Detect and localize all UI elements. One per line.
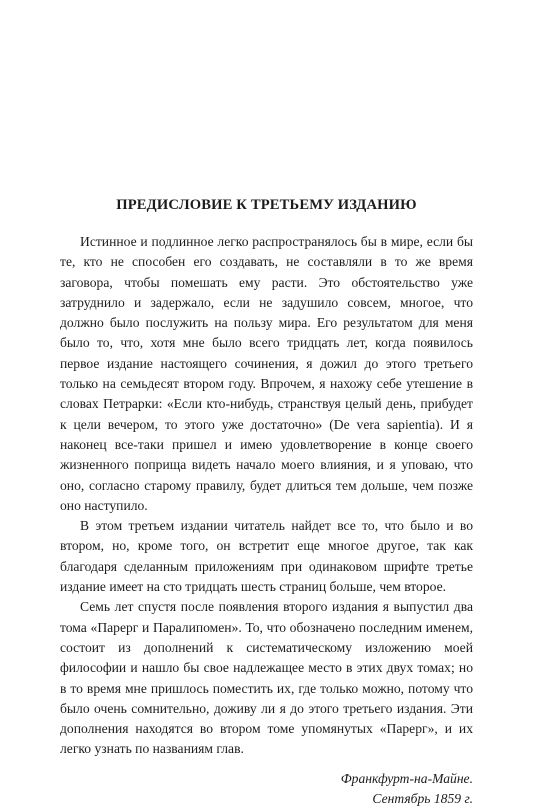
document-page bbox=[60, 196, 473, 809]
section-heading: ПРЕДИСЛОВИЕ К ТРЕТЬЕМУ ИЗДАНИЮ bbox=[116, 197, 417, 213]
signature-place: Франкфурт-на-Майне. bbox=[340, 770, 473, 786]
paragraph-1: Истинное и подлинное легко распространялось бы в мире, если бы те, кто не способен его создавать, не составляли в то же время заговора, чтобы помешать ему расти. Это обстоятельство уже затруднило и задержало, если не задушило совсем, многое, что должно было послужить на пользу мира. Его результатом для меня было то, что, хотя мне было всего тридцать лет, когда появилось первое издание настоящего сочинения, я дожил до этого третьего только на семьдесят втором году. Впрочем, я нахожу себе утешение в словах Петрарки: «Если кто-нибудь, странствуя целый день, прибудет к цели вечером, то этого уже достаточно» (De vera sapientia). И я наконец все-таки пришел и имею удовлетворение в конце своего жизненного поприща видеть начало моего влияния, и я уповаю, что оно, согласно старому правилу, будет длиться тем дольше, чем позже оно наступило. bbox=[60, 234, 473, 513]
signature-block bbox=[60, 769, 473, 809]
paragraph-2: В этом третьем издании читатель найдет все то, что было и во втором, но, кроме того, он встретит еще многое другое, так как благодаря сделанным приложениям при одинаковом шрифте третье издание имеет на сто тридцать шесть страниц больше, чем второе. bbox=[60, 518, 473, 595]
paragraph-3: Семь лет спустя после появления второго издания я выпустил два тома «Парерг и Паралипомен». То, что обозначено последним именем, состоит из дополнений к систематическому изложению моей философии и нашло бы свое надлежащее место в этих двух томах; но в то время мне пришлось поместить их, где только можно, потому что было очень сомнительно, доживу ли я до этого третьего издания. Эти дополнения находятся во втором томе упомянутых «Парерг», и их легко узнать по названиям глав. bbox=[60, 599, 473, 757]
signature-date: Сентябрь 1859 г. bbox=[372, 791, 473, 807]
